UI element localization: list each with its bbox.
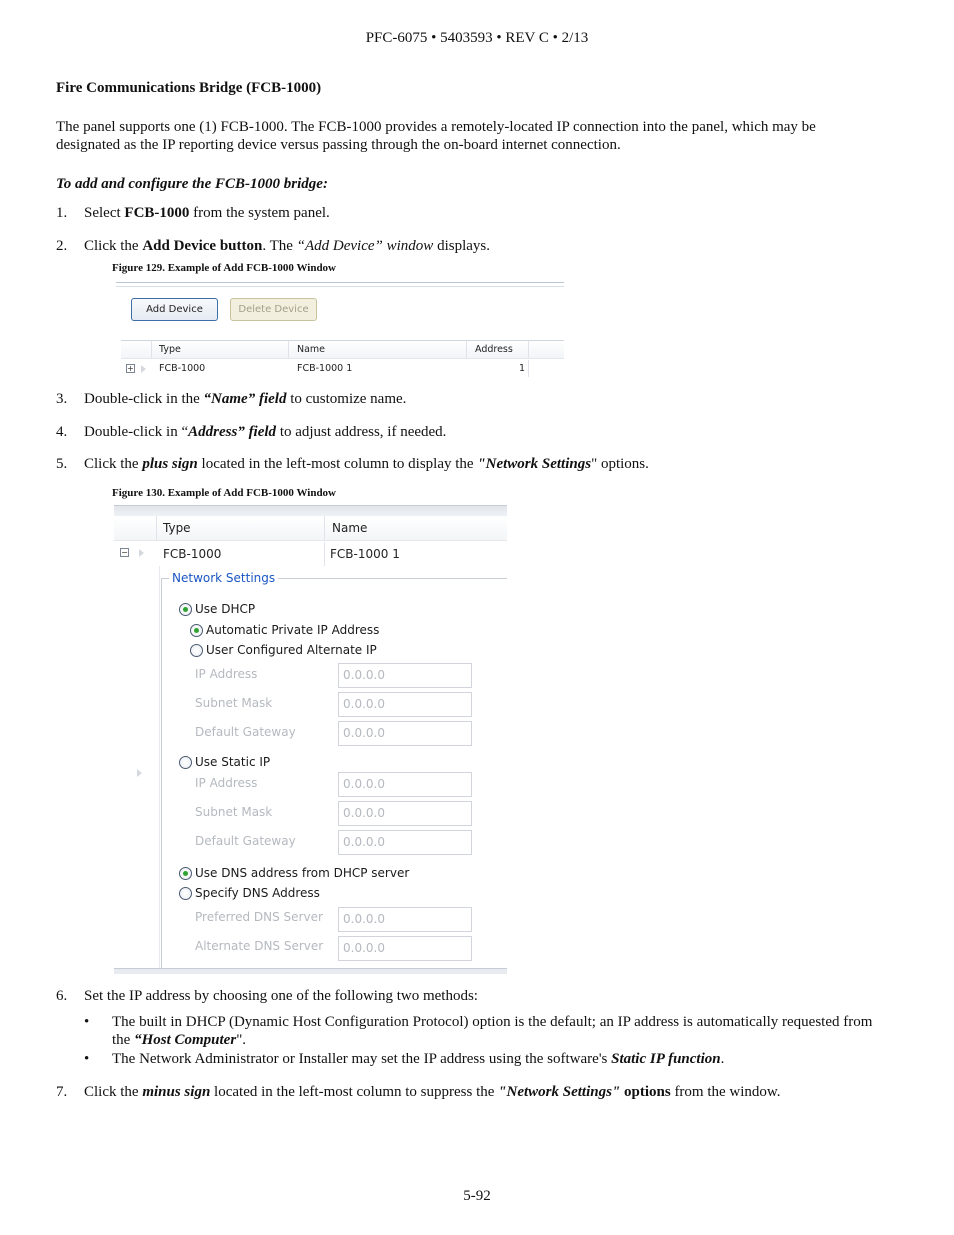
step-number: 6. bbox=[56, 988, 68, 1004]
dhcp-ip-address-input[interactable]: 0.0.0.0 bbox=[338, 663, 472, 688]
alternate-dns-input[interactable]: 0.0.0.0 bbox=[338, 936, 472, 961]
dhcp-default-gateway-input[interactable]: 0.0.0.0 bbox=[338, 721, 472, 746]
figure-129-caption: Figure 129. Example of Add FCB-1000 Window bbox=[112, 262, 337, 274]
use-static-ip-radio[interactable] bbox=[179, 756, 192, 769]
preferred-dns-label: Preferred DNS Server bbox=[195, 910, 323, 924]
step-text: Click the plus sign located in the left-most column to display the "Network Settings" options. bbox=[84, 456, 649, 472]
column-header-address[interactable]: Address bbox=[475, 344, 513, 355]
cell-type[interactable]: FCB-1000 bbox=[159, 363, 206, 374]
static-ip-address-input[interactable]: 0.0.0.0 bbox=[338, 772, 472, 797]
divider bbox=[324, 516, 325, 540]
bullet-text: The Network Administrator or Installer may set the IP address using the software's Static IP function. bbox=[112, 1051, 725, 1067]
column-header-name[interactable]: Name bbox=[297, 344, 326, 355]
static-default-gateway-input[interactable]: 0.0.0.0 bbox=[338, 830, 472, 855]
step-text: Set the IP address by choosing one of the following two methods: bbox=[84, 988, 478, 1004]
intro-paragraph: The panel supports one (1) FCB-1000. The FCB-1000 provides a remotely-located IP connection into the panel, which may be designated as the IP reporting device versus passing through the on-board internet connection. bbox=[56, 119, 816, 153]
table-row[interactable] bbox=[121, 360, 564, 377]
specify-dns-label: Specify DNS Address bbox=[195, 886, 320, 900]
column-header-type[interactable]: Type bbox=[163, 521, 191, 535]
column-header-name[interactable]: Name bbox=[332, 521, 368, 535]
table-row[interactable] bbox=[114, 542, 507, 566]
step-number: 4. bbox=[56, 424, 68, 440]
step-number: 1. bbox=[56, 205, 68, 221]
step-number: 2. bbox=[56, 238, 68, 254]
procedure-title: To add and configure the FCB-1000 bridge: bbox=[56, 176, 328, 192]
divider bbox=[528, 341, 529, 358]
static-subnet-mask-label: Subnet Mask bbox=[195, 805, 273, 819]
column-header-type[interactable]: Type bbox=[159, 344, 181, 355]
add-device-button[interactable]: Add Device bbox=[131, 298, 218, 321]
divider bbox=[528, 360, 529, 377]
cell-address[interactable]: 1 bbox=[519, 363, 526, 374]
use-static-ip-label: Use Static IP bbox=[195, 755, 271, 769]
dhcp-subnet-mask-label: Subnet Mask bbox=[195, 696, 273, 710]
divider bbox=[116, 286, 564, 287]
divider bbox=[114, 968, 507, 974]
network-settings-title: Network Settings bbox=[169, 571, 278, 585]
section-title: Fire Communications Bridge (FCB-1000) bbox=[56, 80, 322, 96]
network-settings-figure bbox=[114, 505, 507, 975]
plus-expand-icon[interactable]: + bbox=[127, 364, 134, 373]
minus-collapse-icon[interactable]: − bbox=[121, 548, 128, 557]
row-pointer-icon bbox=[141, 365, 146, 373]
device-grid-header bbox=[121, 340, 564, 359]
page-number: 5-92 bbox=[463, 1188, 491, 1204]
static-default-gateway-label: Default Gateway bbox=[195, 834, 296, 848]
dhcp-subnet-mask-input[interactable]: 0.0.0.0 bbox=[338, 692, 472, 717]
cell-name[interactable]: FCB-1000 1 bbox=[297, 363, 353, 374]
bullet-icon: • bbox=[84, 1014, 90, 1030]
use-dns-dhcp-label: Use DNS address from DHCP server bbox=[195, 866, 410, 880]
specify-dns-radio[interactable] bbox=[179, 887, 192, 900]
use-dns-dhcp-radio[interactable] bbox=[179, 867, 192, 880]
add-device-window-figure bbox=[116, 282, 564, 378]
user-alternate-ip-radio[interactable] bbox=[190, 644, 203, 657]
dhcp-default-gateway-label: Default Gateway bbox=[195, 725, 296, 739]
step-number: 7. bbox=[56, 1084, 68, 1100]
bullet-text: The built in DHCP (Dynamic Host Configuration Protocol) option is the default; an IP address is automatically requested from the “Host Computer". bbox=[112, 1014, 873, 1048]
row-pointer-icon bbox=[139, 549, 144, 557]
divider bbox=[114, 505, 507, 516]
divider bbox=[151, 341, 152, 358]
static-subnet-mask-input[interactable]: 0.0.0.0 bbox=[338, 801, 472, 826]
row-indicator-column bbox=[114, 566, 160, 970]
automatic-private-ip-label: Automatic Private IP Address bbox=[206, 623, 380, 637]
preferred-dns-input[interactable]: 0.0.0.0 bbox=[338, 907, 472, 932]
step-number: 3. bbox=[56, 391, 68, 407]
bullet-icon: • bbox=[84, 1051, 90, 1067]
step-text: Click the minus sign located in the left-most column to suppress the "Network Settings" options from the window. bbox=[84, 1084, 781, 1100]
step-text: Double-click in “Address” field to adjust address, if needed. bbox=[84, 424, 447, 440]
cell-type[interactable]: FCB-1000 bbox=[163, 547, 222, 561]
device-grid-header bbox=[114, 516, 507, 541]
step-text: Select FCB-1000 from the system panel. bbox=[84, 205, 330, 221]
figure-130-caption: Figure 130. Example of Add FCB-1000 Window bbox=[112, 487, 337, 499]
row-pointer-icon bbox=[137, 769, 142, 777]
use-dhcp-label: Use DHCP bbox=[195, 602, 256, 616]
cell-name[interactable]: FCB-1000 1 bbox=[330, 547, 400, 561]
divider bbox=[288, 341, 289, 358]
step-text: Double-click in the “Name” field to customize name. bbox=[84, 391, 407, 407]
user-alternate-ip-label: User Configured Alternate IP bbox=[206, 643, 377, 657]
automatic-private-ip-radio[interactable] bbox=[190, 624, 203, 637]
divider bbox=[466, 341, 467, 358]
static-ip-address-label: IP Address bbox=[195, 776, 258, 790]
delete-device-button[interactable]: Delete Device bbox=[230, 298, 317, 321]
step-number: 5. bbox=[56, 456, 68, 472]
alternate-dns-label: Alternate DNS Server bbox=[195, 939, 324, 953]
use-dhcp-radio[interactable] bbox=[179, 603, 192, 616]
page-header: PFC-6075 • 5403593 • REV C • 2/13 bbox=[365, 30, 589, 46]
step-text: Click the Add Device button. The “Add Device” window displays. bbox=[84, 238, 490, 254]
dhcp-ip-address-label: IP Address bbox=[195, 667, 258, 681]
